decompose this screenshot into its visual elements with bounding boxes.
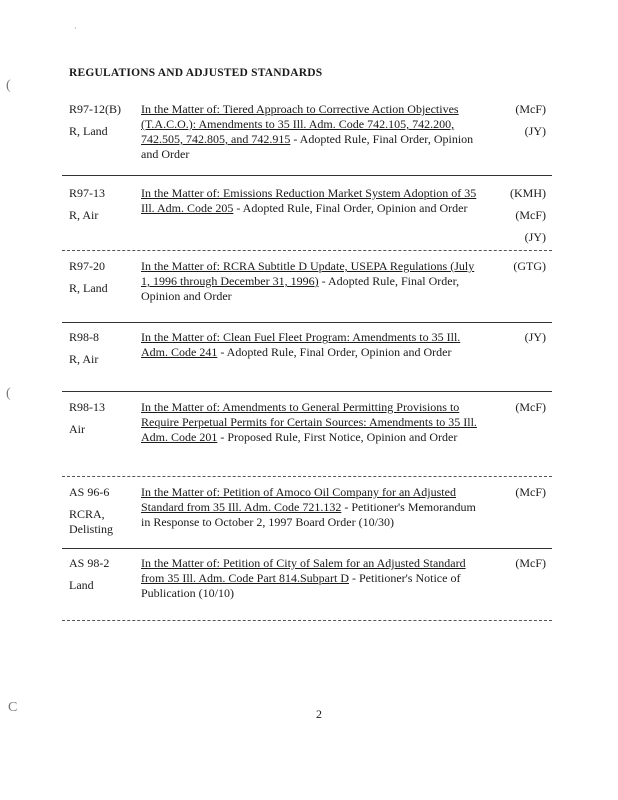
staff-initials: (McF) <box>515 556 546 570</box>
entry-description <box>141 259 479 304</box>
staff-initials: (JY) <box>524 124 546 138</box>
entry-status: - Proposed Rule, First Notice, Opinion and Order <box>217 430 458 444</box>
staff-initials: (McF) <box>515 102 546 116</box>
section-heading: REGULATIONS AND ADJUSTED STANDARDS <box>69 67 323 79</box>
entry-title: In the Matter of: Clean Fuel Fleet Program: Amendments to 35 Ill. Adm. Code 241 <box>141 330 461 359</box>
entry-divider <box>62 391 552 392</box>
entry-status: - Petitioner's Memorandum in Response to October 2, 1997 Board Order (10/30) <box>141 500 476 529</box>
margin-mark: ( <box>6 386 11 401</box>
entry-description <box>141 102 479 162</box>
docket-number: R97-20 <box>69 259 105 273</box>
regulation-entry <box>62 330 554 378</box>
scan-speck: · <box>74 24 77 33</box>
docket-category: R, Land <box>69 124 108 138</box>
entry-description <box>141 330 479 360</box>
entry-divider <box>62 620 552 621</box>
entry-description <box>141 186 479 216</box>
entry-description <box>141 485 479 530</box>
entry-status: - Adopted Rule, Final Order, Opinion and Order <box>233 201 468 215</box>
regulation-entry <box>62 186 554 248</box>
staff-initials: (KMH) <box>510 186 546 200</box>
entry-divider <box>62 250 552 251</box>
entry-status: - Adopted Rule, Final Order, Opinion and Order <box>141 274 460 303</box>
docket-number: R98-8 <box>69 330 99 344</box>
docket-number: R97-13 <box>69 186 105 200</box>
entry-divider <box>62 476 552 477</box>
docket-category: R, Air <box>69 208 99 222</box>
staff-initials: (JY) <box>524 230 546 244</box>
entry-title: In the Matter of: Petition of Amoco Oil Company for an Adjusted Standard from 35 Ill. Adm. Code 721.132 <box>141 485 456 514</box>
entry-status: - Adopted Rule, Final Order, Opinion and Order <box>141 132 474 161</box>
staff-initials: (McF) <box>515 208 546 222</box>
docket-category: Land <box>69 578 94 592</box>
docket-number: AS 98-2 <box>69 556 110 570</box>
entry-title: In the Matter of: Petition of City of Salem for an Adjusted Standard from 35 Ill. Adm. Code Part 814.Subpart D <box>141 556 466 585</box>
entry-divider <box>62 175 552 176</box>
margin-mark: C <box>8 700 18 715</box>
entry-title: In the Matter of: RCRA Subtitle D Update, USEPA Regulations (July 1, 1996 through December 31, 1996) <box>141 259 475 288</box>
margin-mark: ( <box>6 78 11 93</box>
regulation-entry <box>62 400 554 464</box>
entry-description <box>141 400 479 445</box>
docket-category: RCRA, Delisting <box>69 507 113 536</box>
regulation-entry <box>62 102 554 168</box>
regulation-entry <box>62 259 554 309</box>
staff-initials: (JY) <box>524 330 546 344</box>
entry-divider <box>62 548 552 549</box>
entry-status: - Adopted Rule, Final Order, Opinion and Order <box>217 345 452 359</box>
docket-number: R97-12(B) <box>69 102 121 116</box>
page-number: 2 <box>316 707 322 721</box>
entry-title: In the Matter of: Amendments to General Permitting Provisions to Require Perpetual Permits for Certain Sources: Amendments to 35 Ill. Adm. Code 201 <box>141 400 477 444</box>
entry-description <box>141 556 479 601</box>
regulation-entry <box>62 485 554 535</box>
entry-status: - Petitioner's Notice of Publication (10/10) <box>141 571 461 600</box>
entry-divider <box>62 322 552 323</box>
staff-initials: (McF) <box>515 400 546 414</box>
entry-title: In the Matter of: Emissions Reduction Market System Adoption of 35 Ill. Adm. Code 205 <box>141 186 477 215</box>
regulation-entry <box>62 556 554 606</box>
docket-number: R98-13 <box>69 400 105 414</box>
docket-category: R, Air <box>69 352 99 366</box>
staff-initials: (McF) <box>515 485 546 499</box>
docket-category: Air <box>69 422 85 436</box>
docket-category: R, Land <box>69 281 108 295</box>
entry-title: In the Matter of: Tiered Approach to Corrective Action Objectives (T.A.C.O.): Amendments to 35 Ill. Adm. Code 742.105, 742.200, 742.505, 742.805, and 742.915 <box>141 102 459 146</box>
docket-number: AS 96-6 <box>69 485 110 499</box>
staff-initials: (GTG) <box>513 259 546 273</box>
